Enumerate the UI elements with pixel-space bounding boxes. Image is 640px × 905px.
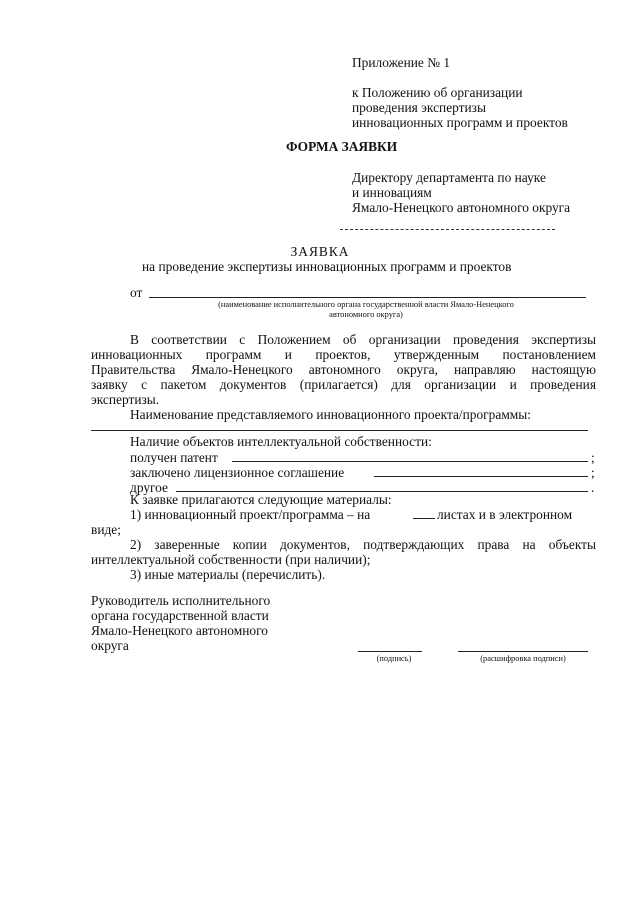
addressee-name-line: [340, 229, 555, 230]
from-caption-line-1: (наименование исполнительного органа государственной власти Ямало-Ненецкого: [218, 300, 514, 309]
heading-subtitle: на проведение экспертизы инновационных программ и проектов: [142, 259, 512, 274]
item1-line2: виде;: [91, 522, 121, 537]
paragraph-line-4: заявку с пакетом документов (прилагается) для организации и проведения: [91, 377, 596, 392]
ip-label: Наличие объектов интеллектуальной собственности:: [130, 434, 432, 449]
addressee-line-1: Директору департамента по науке: [352, 170, 546, 185]
item1-part2: листах и в электронном: [437, 507, 573, 522]
other-period: .: [591, 480, 595, 495]
item3: 3) иные материалы (перечислить).: [130, 567, 326, 582]
patent-field-line[interactable]: [232, 461, 588, 462]
paragraph-line-5: экспертизы.: [91, 392, 160, 407]
materials-label: К заявке прилагаются следующие материалы:: [130, 492, 392, 507]
signatory-line-1: Руководитель исполнительного: [91, 593, 271, 608]
other-label: другое: [130, 480, 168, 495]
patent-semicolon: ;: [591, 450, 595, 465]
appendix-line-2: проведения экспертизы: [352, 100, 486, 115]
license-label: заключено лицензионное соглашение: [130, 465, 345, 480]
sheets-count-line[interactable]: [413, 518, 435, 519]
from-label: от: [130, 285, 143, 300]
from-field-line[interactable]: [149, 297, 586, 298]
addressee-line-2: и инновациям: [352, 185, 432, 200]
heading-title: ЗАЯВКА: [290, 244, 350, 259]
paragraph-line-2: инновационных программ и проектов, утвержденным постановлением: [91, 347, 596, 362]
decoding-caption: (расшифровка подписи): [480, 654, 566, 663]
license-semicolon: ;: [591, 465, 595, 480]
patent-label: получен патент: [130, 450, 218, 465]
item1-part1: 1) инновационный проект/программа – на: [130, 507, 371, 522]
signatory-line-2: органа государственной власти: [91, 608, 269, 623]
item2-line1: 2) заверенные копии документов, подтверждающих права на объекты: [130, 537, 596, 552]
addressee-line-3: Ямало-Ненецкого автономного округа: [352, 200, 571, 215]
project-name-label: Наименование представляемого инновационного проекта/программы:: [130, 407, 531, 422]
signatory-line-3: Ямало-Ненецкого автономного: [91, 623, 268, 638]
paragraph-line-1: В соответствии с Положением об организации проведения экспертизы: [130, 332, 596, 347]
appendix-line-1: к Положению об организации: [352, 85, 523, 100]
from-caption-line-2: автономного округа): [329, 310, 403, 319]
decoding-line[interactable]: [458, 651, 588, 652]
appendix-line-3: инновационных программ и проектов: [352, 115, 568, 130]
signatory-line-4: округа: [91, 638, 129, 653]
license-field-line[interactable]: [374, 476, 588, 477]
appendix-title: Приложение № 1: [352, 55, 451, 70]
signature-caption: (подпись): [376, 654, 412, 663]
paragraph-line-3: Правительства Ямало-Ненецкого автономного округа, направляю настоящую: [91, 362, 596, 377]
signature-line[interactable]: [358, 651, 422, 652]
item2-line2: интеллектуальной собственности (при наличии);: [91, 552, 371, 567]
project-name-line[interactable]: [91, 430, 588, 431]
form-title: ФОРМА ЗАЯВКИ: [286, 139, 398, 154]
